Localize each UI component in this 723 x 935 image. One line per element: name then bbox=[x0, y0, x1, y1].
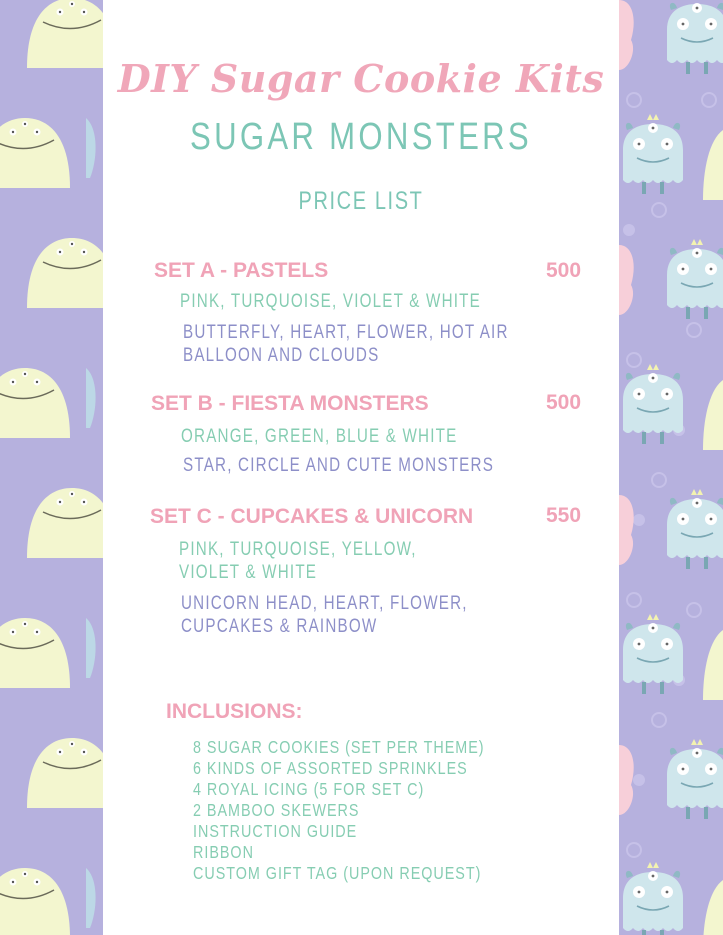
inclusion-item: 6 KINDS OF ASSORTED SPRINKLES bbox=[193, 758, 468, 778]
set-colors: ORANGE, GREEN, BLUE & WHITE bbox=[181, 426, 458, 447]
set-designs-line-1: STAR, CIRCLE AND CUTE MONSTERS bbox=[183, 455, 495, 476]
set-designs-line-2: CUPCAKES & RAINBOW bbox=[181, 616, 378, 637]
right-monster-pattern bbox=[619, 0, 723, 935]
left-monster-pattern bbox=[0, 0, 103, 935]
inclusions-title: INCLUSIONS: bbox=[166, 700, 303, 723]
set-designs-line-1: BUTTERFLY, HEART, FLOWER, HOT AIR bbox=[183, 322, 509, 343]
set-price: 500 bbox=[546, 259, 582, 282]
set-designs-line-1: UNICORN HEAD, HEART, FLOWER, bbox=[181, 593, 468, 614]
section-title: PRICE LIST bbox=[298, 187, 424, 215]
inclusion-item: INSTRUCTION GUIDE bbox=[193, 821, 358, 841]
set-price: 500 bbox=[546, 391, 582, 414]
set-colors-line-2: VIOLET & WHITE bbox=[179, 562, 318, 583]
set-colors: PINK, TURQUOISE, VIOLET & WHITE bbox=[180, 291, 481, 312]
set-price: 550 bbox=[546, 504, 582, 527]
set-title: SET A - PASTELS bbox=[154, 259, 329, 282]
yellow-monster-icon bbox=[0, 0, 103, 935]
inclusion-item: CUSTOM GIFT TAG (UPON REQUEST) bbox=[193, 863, 482, 883]
brand-subtitle: SUGAR MONSTERS bbox=[190, 116, 532, 158]
script-title: DIY Sugar Cookie Kits bbox=[117, 56, 605, 101]
price-list-flyer bbox=[103, 0, 619, 935]
set-designs-line-2: BALLOON AND CLOUDS bbox=[183, 345, 380, 366]
blue-monster-icon bbox=[619, 0, 723, 935]
inclusion-item: 8 SUGAR COOKIES (SET PER THEME) bbox=[193, 737, 485, 757]
set-title: SET B - FIESTA MONSTERS bbox=[151, 392, 429, 415]
set-title: SET C - CUPCAKES & UNICORN bbox=[150, 505, 474, 528]
set-colors-line-1: PINK, TURQUOISE, YELLOW, bbox=[179, 539, 417, 560]
inclusions-list bbox=[193, 737, 485, 884]
inclusion-item: RIBBON bbox=[193, 842, 254, 862]
inclusion-item: 4 ROYAL ICING (5 FOR SET C) bbox=[193, 779, 425, 799]
inclusion-item: 2 BAMBOO SKEWERS bbox=[193, 800, 360, 820]
